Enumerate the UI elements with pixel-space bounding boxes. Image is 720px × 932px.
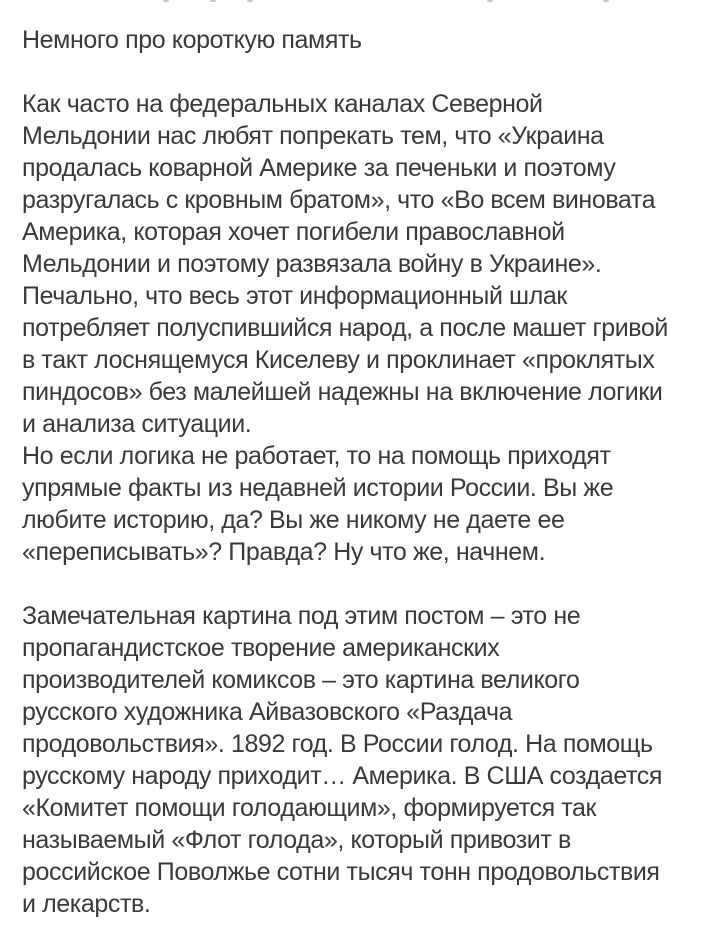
paragraph-2 [22,600,702,920]
cropped-line-remnant [487,0,493,2]
text-line: пиндосов» без малейшей надежны на включение логики [22,378,663,406]
blank-line [22,568,702,600]
text-line: «переписывать»? Правда? Ну что же, начнем. [22,538,546,566]
cropped-line-remnant [247,0,253,2]
text-line: русскому народу приходит… Америка. В США создается [22,762,663,790]
text-line: и лекарств. [22,890,151,918]
text-line: русского художника Айвазовского «Раздача [22,698,513,726]
text-line: продовольствия». 1892 год. В России голод. На помощь [22,730,653,758]
text-line: любите историю, да? Вы же никому не даете ее [22,506,565,534]
text-line: потребляет полуспившийся народ, а после машет гривой [22,314,668,342]
cropped-line-remnant [163,0,169,2]
cropped-line-remnant [210,0,216,2]
text-line: в такт лоснящемуся Киселеву и проклинает «проклятых [22,346,655,374]
text-line: называемый «Флот голода», который привозит в [22,826,571,854]
text-line: российское Поволжье сотни тысяч тонн продовольствия [22,858,660,886]
cropped-line-remnant [603,0,609,2]
text-line: Печально, что весь этот информационный шлак [22,282,567,310]
text-line: Мельдонии и поэтому развязала войну в Украине». [22,250,602,278]
paragraph-1 [22,88,702,568]
text-line: пропагандистское творение американских [22,634,500,662]
text-line: Мельдонии нас любят попрекать тем, что «Украина [22,122,604,150]
text-line: Но если логика не работает, то на помощь приходят [22,442,611,470]
text-line: производителей комиксов – это картина великого [22,666,580,694]
text-line: Америка, которая хочет погибели православной [22,218,565,246]
text-line: Замечательная картина под этим постом – это не [22,602,581,630]
text-line: продалась коварной Америке за печеньки и поэтому [22,154,616,182]
blank-line [22,56,702,88]
text-line: и анализа ситуации. [22,410,252,438]
text-line: разругалась с кровным братом», что «Во всем виновата [22,186,656,214]
text-line: упрямые факты из недавней истории России. Вы же [22,474,614,502]
post-title: Немного про короткую память [22,26,362,54]
text-line: Как часто на федеральных каналах Северной [22,90,543,118]
text-line: «Комитет помощи голодающим», формируется так [22,794,597,822]
